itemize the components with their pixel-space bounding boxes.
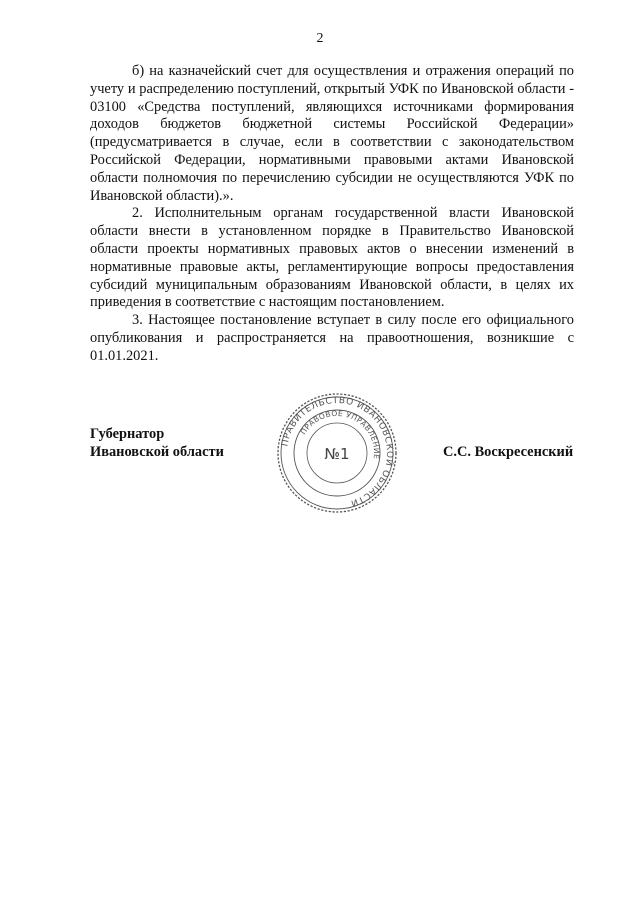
paragraph-subitem-b: б) на казначейский счет для осуществления и отражения операций по учету и распределению поступлений, открытый УФК по Ивановской области - 03100 «Средства поступлений, являющихся источниками формирования доходов бюджетов бюджетной системы Российской Федерации» (предусматривается в случае, если в соответствии с законодательством Российской Федерации, нормативными правовыми актами Ивановской области полномочия по перечислению субсидии не осуществляются УФК по Ивановской области).».	[90, 63, 574, 204]
page-number: 2	[316, 31, 324, 46]
paragraph-item-3: 3. Настоящее постановление вступает в силу после его официального опубликования и распространяется на правоотношения, возникшие с 01.01.2021.	[90, 312, 574, 364]
stamp-outer-text: ПРАВИТЕЛЬСТВО ИВАНОВСКОЙ ОБЛАСТИ	[280, 395, 395, 509]
signatory-title-line-1: Губернатор	[90, 426, 165, 442]
paragraph-item-2: 2. Исполнительным органам государственной власти Ивановской области внести в установленном порядке в Правительство Ивановской области проекты нормативных правовых актов о внесении изменений в нормативные правовые акты, регламентирующие вопросы предоставления субсидий муниципальным образованиям Ивановской области, в целях их приведения в соответствие с настоящим постановлением.	[90, 205, 574, 311]
signatory-title-line-2: Ивановской области	[90, 444, 224, 460]
signatory-title	[90, 425, 224, 461]
stamp-inner-text: ПРАВОВОЕ УПРАВЛЕНИЕ	[298, 408, 382, 460]
official-stamp	[275, 391, 399, 515]
stamp-seal-icon	[275, 391, 399, 515]
document-body	[90, 63, 574, 366]
stamp-center-number: №1	[324, 445, 350, 463]
signatory-name: С.С. Воскресенский	[443, 444, 574, 460]
